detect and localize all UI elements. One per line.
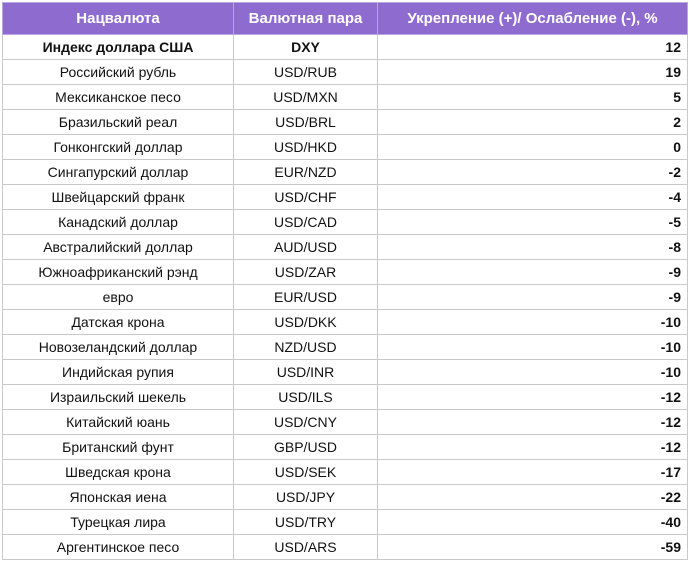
table-row xyxy=(3,135,688,160)
change-value-cell: -22 xyxy=(378,485,688,510)
change-value-cell: -5 xyxy=(378,210,688,235)
change-value-cell: -17 xyxy=(378,460,688,485)
currency-name-cell: Мексиканское песо xyxy=(3,85,234,110)
change-value-cell: -12 xyxy=(378,385,688,410)
currency-pair-cell: DXY xyxy=(234,35,378,60)
table-row xyxy=(3,60,688,85)
header-change: Укрепление (+)/ Ослабление (-), % xyxy=(378,3,688,35)
table-row xyxy=(3,35,688,60)
change-value-cell: 2 xyxy=(378,110,688,135)
header-row xyxy=(3,3,688,35)
currency-pair-cell: USD/ZAR xyxy=(234,260,378,285)
currency-name-cell: Гонконгский доллар xyxy=(3,135,234,160)
currency-name-cell: Бразильский реал xyxy=(3,110,234,135)
currency-name-cell: Канадский доллар xyxy=(3,210,234,235)
table-row xyxy=(3,435,688,460)
currency-pair-cell: USD/SEK xyxy=(234,460,378,485)
currency-pair-cell: USD/CNY xyxy=(234,410,378,435)
change-value-cell: -10 xyxy=(378,335,688,360)
change-value-cell: -40 xyxy=(378,510,688,535)
currency-pair-cell: USD/JPY xyxy=(234,485,378,510)
table-body xyxy=(3,35,688,560)
currency-name-cell: Турецкая лира xyxy=(3,510,234,535)
change-value-cell: -12 xyxy=(378,435,688,460)
change-value-cell: 19 xyxy=(378,60,688,85)
change-value-cell: -9 xyxy=(378,260,688,285)
currency-name-cell: Аргентинское песо xyxy=(3,535,234,560)
change-value-cell: 5 xyxy=(378,85,688,110)
currency-pair-cell: USD/BRL xyxy=(234,110,378,135)
currency-pair-cell: USD/CAD xyxy=(234,210,378,235)
table-row xyxy=(3,310,688,335)
table-row xyxy=(3,260,688,285)
currency-name-cell: Австралийский доллар xyxy=(3,235,234,260)
table-row xyxy=(3,285,688,310)
table-row xyxy=(3,410,688,435)
table-row xyxy=(3,460,688,485)
change-value-cell: 12 xyxy=(378,35,688,60)
table-row xyxy=(3,485,688,510)
table-row xyxy=(3,235,688,260)
table-row xyxy=(3,360,688,385)
table-row xyxy=(3,160,688,185)
header-pair: Валютная пара xyxy=(234,3,378,35)
change-value-cell: -4 xyxy=(378,185,688,210)
change-value-cell: -8 xyxy=(378,235,688,260)
change-value-cell: -59 xyxy=(378,535,688,560)
currency-pair-cell: USD/ARS xyxy=(234,535,378,560)
table-header xyxy=(3,3,688,35)
table-row xyxy=(3,385,688,410)
currency-name-cell: Сингапурский доллар xyxy=(3,160,234,185)
currency-pair-cell: USD/RUB xyxy=(234,60,378,85)
currency-pair-cell: USD/DKK xyxy=(234,310,378,335)
currency-name-cell: Британский фунт xyxy=(3,435,234,460)
currency-name-cell: Индийская рупия xyxy=(3,360,234,385)
currency-name-cell: Датская крона xyxy=(3,310,234,335)
table-row xyxy=(3,335,688,360)
currency-table xyxy=(2,2,688,560)
currency-name-cell: Китайский юань xyxy=(3,410,234,435)
currency-name-cell: Индекс доллара США xyxy=(3,35,234,60)
currency-name-cell: Шведская крона xyxy=(3,460,234,485)
currency-pair-cell: GBP/USD xyxy=(234,435,378,460)
table-row xyxy=(3,85,688,110)
currency-pair-cell: AUD/USD xyxy=(234,235,378,260)
currency-pair-cell: USD/INR xyxy=(234,360,378,385)
currency-pair-cell: USD/HKD xyxy=(234,135,378,160)
table-row xyxy=(3,210,688,235)
currency-pair-cell: NZD/USD xyxy=(234,335,378,360)
change-value-cell: -12 xyxy=(378,410,688,435)
header-currency: Нацвалюта xyxy=(3,3,234,35)
change-value-cell: -10 xyxy=(378,310,688,335)
table-row xyxy=(3,185,688,210)
currency-name-cell: Израильский шекель xyxy=(3,385,234,410)
currency-name-cell: Российский рубль xyxy=(3,60,234,85)
currency-pair-cell: USD/MXN xyxy=(234,85,378,110)
table-row xyxy=(3,535,688,560)
currency-pair-cell: USD/CHF xyxy=(234,185,378,210)
currency-pair-cell: EUR/USD xyxy=(234,285,378,310)
change-value-cell: 0 xyxy=(378,135,688,160)
table-row xyxy=(3,510,688,535)
currency-name-cell: Южноафриканский рэнд xyxy=(3,260,234,285)
currency-name-cell: Японская иена xyxy=(3,485,234,510)
change-value-cell: -9 xyxy=(378,285,688,310)
currency-name-cell: евро xyxy=(3,285,234,310)
currency-pair-cell: EUR/NZD xyxy=(234,160,378,185)
currency-name-cell: Новозеландский доллар xyxy=(3,335,234,360)
table-row xyxy=(3,110,688,135)
currency-pair-cell: USD/ILS xyxy=(234,385,378,410)
change-value-cell: -10 xyxy=(378,360,688,385)
currency-pair-cell: USD/TRY xyxy=(234,510,378,535)
currency-name-cell: Швейцарский франк xyxy=(3,185,234,210)
change-value-cell: -2 xyxy=(378,160,688,185)
